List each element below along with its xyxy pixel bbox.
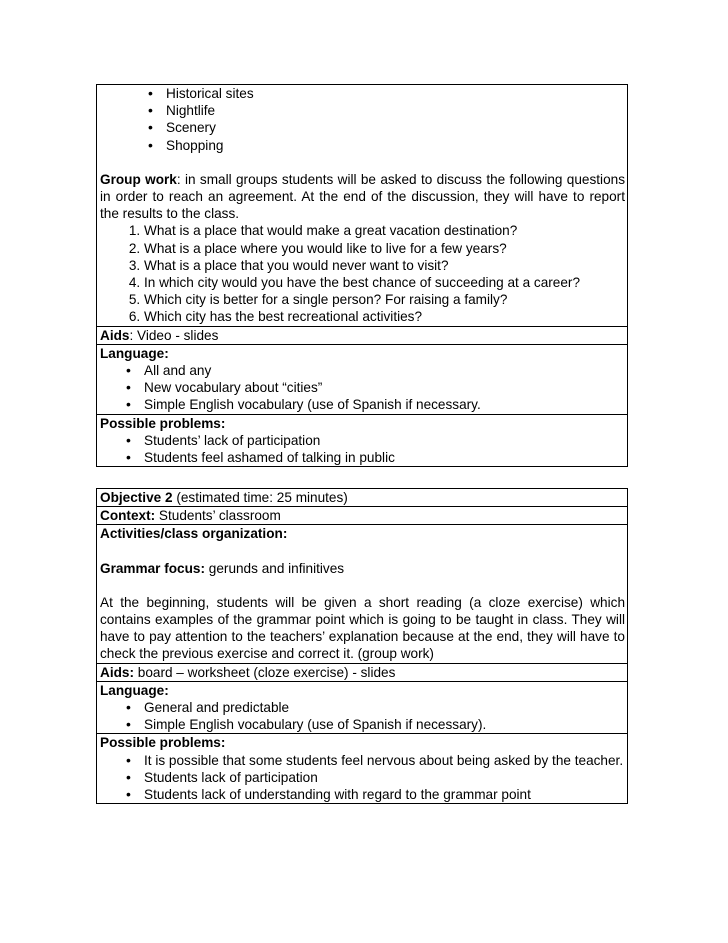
list-item: 2. What is a place where you would like to live for a few years? — [144, 240, 625, 257]
problems-list — [100, 752, 625, 804]
problems-cell — [97, 733, 627, 803]
list-item: • General and predictable — [144, 699, 625, 716]
problems-label: Possible problems: — [100, 415, 226, 431]
context-text: Students’ classroom — [155, 508, 281, 524]
language-cell — [97, 344, 627, 414]
group-work-label: Group work — [100, 171, 177, 187]
list-item: 1. What is a place that would make a great vacation destination? — [144, 222, 625, 239]
context-cell — [97, 506, 627, 524]
aids-label: Aids — [100, 327, 130, 343]
language-label: Language: — [100, 682, 169, 698]
lesson-plan-table-1 — [96, 84, 628, 467]
group-work-text: : in small groups students will be asked to discuss the following questions in order to reach an agreement. At the end of the discussion, they will have to report the results to the class. — [100, 171, 625, 222]
list-item: • Scenery — [166, 119, 625, 136]
list-item: • Nightlife — [166, 102, 625, 119]
grammar-label: Grammar focus: — [100, 560, 206, 576]
list-item: • Students lack of participation — [144, 769, 625, 786]
aids-text: : Video - slides — [129, 327, 219, 343]
list-item: 3. What is a place that you would never want to visit? — [144, 257, 625, 274]
list-item: • Students lack of understanding with regard to the grammar point — [144, 786, 625, 803]
problems-label: Possible problems: — [100, 735, 226, 751]
language-label: Language: — [100, 345, 169, 361]
aids-cell — [97, 663, 627, 681]
list-item: • Simple English vocabulary (use of Spanish if necessary. — [144, 396, 625, 413]
aids-label: Aids: — [100, 664, 134, 680]
list-item: • It is possible that some students feel nervous about being asked by the teacher. — [144, 752, 625, 769]
activities-label: Activities/class organization: — [100, 526, 288, 542]
aids-cell — [97, 326, 627, 344]
list-item: 4. In which city would you have the best chance of succeeding at a career? — [144, 274, 625, 291]
language-list — [100, 699, 625, 733]
list-item: • Shopping — [166, 137, 625, 154]
lesson-plan-table-2 — [96, 488, 628, 804]
list-item: • New vocabulary about “cities” — [144, 379, 625, 396]
objective-cell — [97, 489, 627, 506]
problems-list — [100, 432, 625, 466]
context-label: Context: — [100, 508, 156, 524]
group-work-paragraph — [100, 171, 625, 223]
list-item: • Historical sites — [166, 85, 625, 102]
list-item: • Students feel ashamed of talking in public — [144, 449, 625, 466]
activity-paragraph: At the beginning, students will be given a short reading (a cloze exercise) which contains examples of the grammar point which is going to be taught in class. They will have to pay attention to the teachers’ explanation because at the end, they will have to check the previous exercise and correct it. (group work) — [100, 594, 625, 662]
topic-list — [100, 85, 625, 154]
list-item: 5. Which city is better for a single person? For raising a family? — [144, 291, 625, 308]
problems-cell — [97, 414, 627, 467]
grammar-focus — [100, 560, 625, 577]
activities-cell — [97, 524, 627, 662]
list-item: • Simple English vocabulary (use of Spanish if necessary). — [144, 716, 625, 733]
activities-cell — [97, 85, 627, 326]
objective-label: Objective 2 — [100, 490, 173, 505]
question-list — [100, 222, 625, 325]
list-item: • Students’ lack of participation — [144, 432, 625, 449]
language-list — [100, 362, 625, 414]
list-item: 6. Which city has the best recreational activities? — [144, 308, 625, 325]
aids-text: board – worksheet (cloze exercise) - slides — [133, 664, 396, 680]
language-cell — [97, 681, 627, 734]
objective-text: (estimated time: 25 minutes) — [172, 490, 348, 505]
grammar-text: gerunds and infinitives — [205, 560, 345, 576]
list-item: • All and any — [144, 362, 625, 379]
